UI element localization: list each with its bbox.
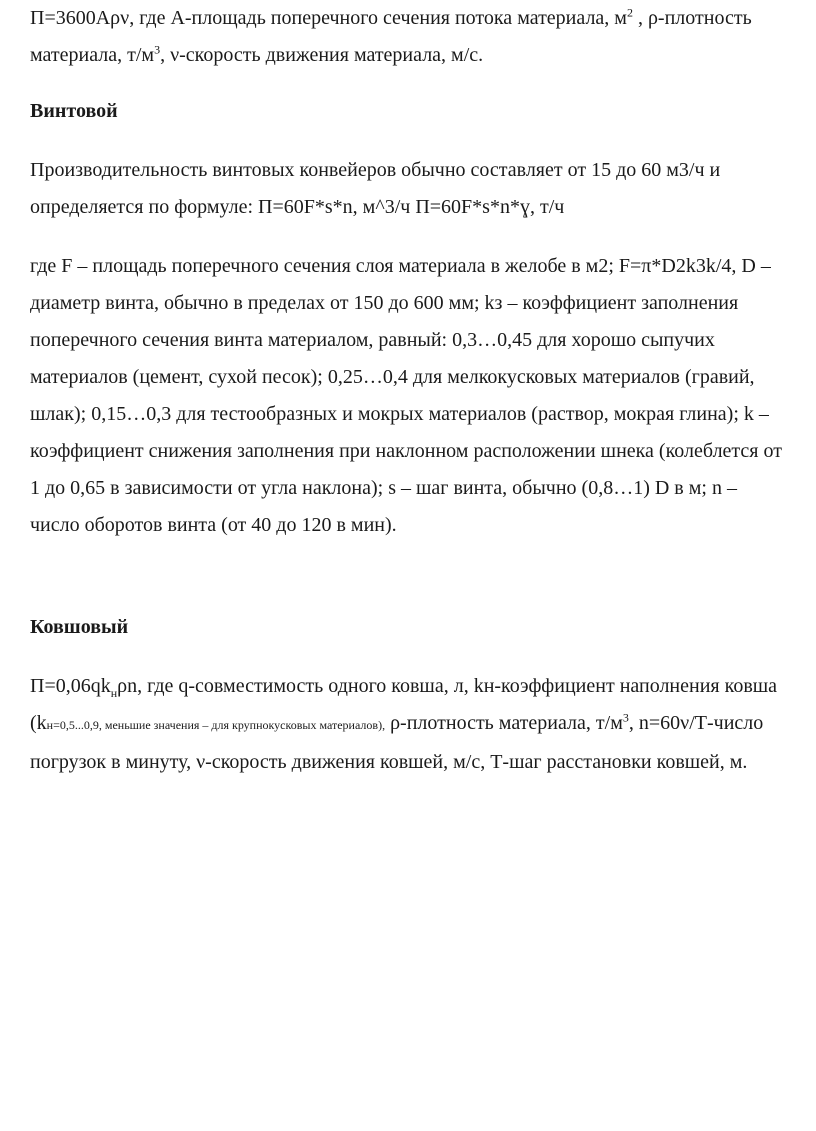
bucket-formula-paragraph [30,668,784,781]
bucket-text-4: , n=60ν/Т-число погрузок в минуту, ν-скорость движения ковшей, м/с, Т-шаг расстановки ковшей, м. [30,712,764,773]
bucket-density-superscript: 3 [622,710,629,725]
bucket-heading: Ковшовый [30,616,129,638]
flow-formula-text-3: , ν-скорость движения материала, м/с. [160,44,484,66]
flow-formula-text-2: , ρ-плотность материала, т/м [30,7,752,66]
bucket-text-1: П=0,06qk [30,675,111,697]
screw-productivity-paragraph: Производительность винтовых конвейеров обычно составляет от 15 до 60 м3/ч и определяется по формуле: П=60F*s*n, м^3/ч П=60F*s*n*ɣ, т/ч [30,159,721,218]
screw-definitions-paragraph: где F – площадь поперечного сечения слоя материала в желобе в м2; F=π*D2k3k/4, D – диаметр винта, обычно в пределах от 150 до 600 мм; kз – коэффициент заполнения поперечного сечения винта материалом, равный: 0,3…0,45 для хорошо сыпучих материалов (цемент, сухой песок); 0,25…0,4 для мелкокусковых материалов (гравий, шлак); 0,15…0,3 для тестообразных и мокрых материалов (раствор, мокрая глина); k – коэффициент снижения заполнения при наклонном расположении шнека (колеблется от 1 до 0,65 в зависимости от угла наклона); s – шаг винта, обычно (0,8…1) D в м; n – число оборотов винта (от 40 до 120 в мин). [30,255,782,536]
density-unit-superscript: 3 [154,42,161,57]
flow-formula-text-1: П=3600Аρν, где А-площадь поперечного сечения потока материала, м [30,7,627,29]
flow-formula-paragraph [30,0,784,74]
fill-coef-subscript: н [110,686,118,700]
screw-heading: Винтовой [30,100,118,122]
bucket-text-2: ρn, где q-совместимость одного ковша, л, kн-коэффициент наполнения ковша (k [30,675,778,734]
bucket-text-3: ρ-плотность материала, т/м [385,712,623,734]
area-unit-superscript: 2 [626,5,633,20]
fill-coef-range-note: н=0,5...0,9, меньшие значения – для крупнокусковых материалов), [46,718,386,732]
